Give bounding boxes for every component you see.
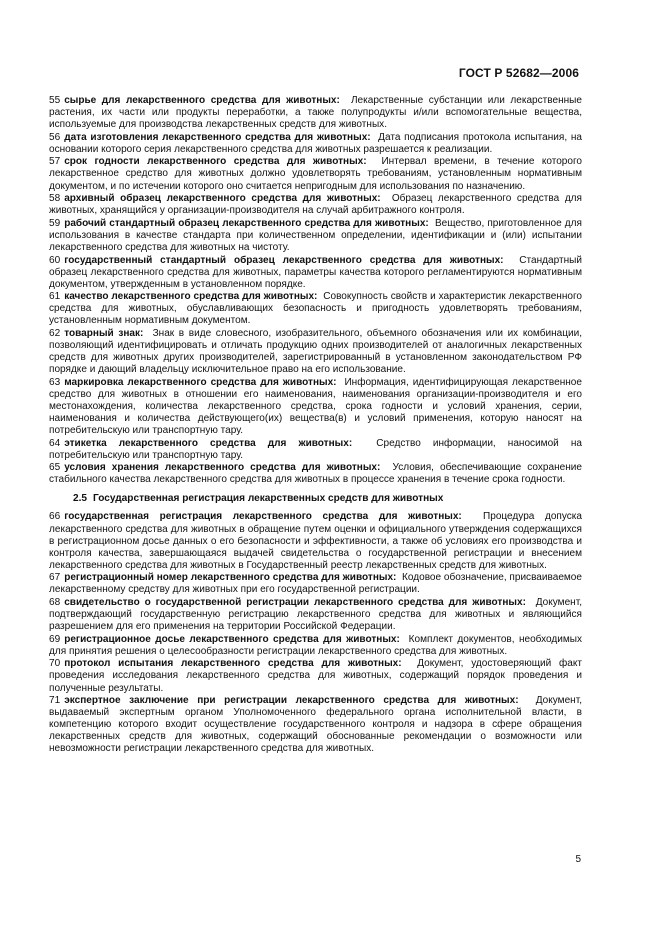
definition-entry bbox=[49, 438, 582, 462]
entry-number: 63 bbox=[49, 376, 61, 388]
entry-number: 67 bbox=[49, 572, 61, 584]
entry-number: 69 bbox=[49, 633, 61, 645]
entry-definition: Образец лекарственного средства для животных, хранящийся у организации-производителя на случай арбитражного контроля. bbox=[49, 193, 582, 217]
entry-term: экспертное заключение при регистрации лекарственного средства для животных: bbox=[64, 695, 519, 707]
definition-entry bbox=[49, 462, 582, 486]
entry-number: 64 bbox=[49, 437, 61, 449]
entry-term: свидетельство о государственной регистрации лекарственного средства для животных: bbox=[64, 597, 526, 608]
definitions-list-part-1 bbox=[49, 95, 582, 486]
definition-entry bbox=[49, 291, 582, 327]
definition-entry bbox=[49, 572, 582, 596]
entry-definition: Лекарственные субстанции или лекарственные растения, их части или продукты переработки, а также полупродукты и/или вспомогательные вещества, используемые для производства лекарственных средств для животных. bbox=[49, 95, 582, 131]
definition-entry bbox=[49, 511, 582, 571]
entry-definition: Дата подписания протокола испытания, на основании которого серия лекарственного средства для животных разрешается к реализации. bbox=[49, 131, 583, 155]
entry-number: 66 bbox=[49, 511, 61, 523]
entry-definition: Комплект документов, необходимых для принятия решения о целесообразности регистрации лекарственного средства для животных. bbox=[49, 633, 582, 657]
definition-entry bbox=[49, 695, 582, 755]
definition-entry bbox=[49, 132, 582, 156]
entry-term: качество лекарственного средства для животных: bbox=[64, 291, 318, 303]
definition-entry bbox=[49, 634, 582, 658]
entry-definition: Вещество, приготовленное для использования в качестве стандарта при количественном определении, идентификации и (или) испытании лекарственного средства для животных на чистоту. bbox=[49, 217, 582, 253]
entry-term: архивный образец лекарственного средства для животных: bbox=[64, 193, 381, 205]
entry-definition: Документ, выдаваемый экспертным органом Уполномоченного федерального органа исполнительной власти, в компетенцию которого входит осуществление государственного контроля и надзора в сфере обращения лекарственных средств для животных, содержащий обоснованные рекомендации о возможности или невозможности регистрации лекарственного средства для животных. bbox=[49, 695, 582, 755]
entry-number: 68 bbox=[49, 597, 61, 608]
entry-term: маркировка лекарственного средства для животных: bbox=[64, 376, 337, 388]
entry-definition: Стандартный образец лекарственного средства для животных, параметры качества которого регламентируются нормативным документом, утвержденным в установленном порядке. bbox=[49, 254, 582, 290]
definition-entry bbox=[49, 218, 582, 254]
entry-definition: Условия, обеспечивающие сохранение стабильного качества лекарственного средства для животных в процессе хранения в течение срока годности. bbox=[49, 462, 582, 486]
entry-term: сырье для лекарственного средства для животных: bbox=[64, 95, 340, 106]
entry-number: 70 bbox=[49, 658, 61, 670]
definition-entry bbox=[49, 597, 582, 633]
entry-term: государственный стандартный образец лекарственного средства для животных: bbox=[64, 254, 504, 266]
entry-term: регистрационное досье лекарственного средства для животных: bbox=[64, 633, 400, 645]
entry-term: рабочий стандартный образец лекарственного средства для животных: bbox=[64, 217, 429, 229]
entry-term: условия хранения лекарственного средства для животных: bbox=[64, 462, 381, 474]
entry-number: 59 bbox=[49, 217, 61, 229]
definition-entry bbox=[49, 328, 582, 376]
entry-term: протокол испытания лекарственного средства для животных: bbox=[64, 658, 402, 670]
section-title-text: Государственная регистрация лекарственных средств для животных bbox=[93, 493, 444, 505]
entry-definition: Документ, подтверждающий государственную регистрацию лекарственного средства для животных и являющийся разрешением для его применения на территории Российской Федерации. bbox=[49, 597, 582, 633]
entry-term: государственная регистрация лекарственного средства для животных: bbox=[64, 511, 462, 523]
entry-number: 58 bbox=[49, 193, 61, 205]
definition-entry bbox=[49, 377, 582, 437]
definition-entry bbox=[49, 156, 582, 192]
entry-definition: Информация, идентифицирующая лекарственное средство для животных в отношении его наименования, наименования организации-производителя и его местонахождения, количества лекарственного средства, срока годности и условий хранения, серии, наименования и количества действующего(их) вещества(в) и условий применения, которую наносят на потребительскую или транспортную тару. bbox=[49, 376, 582, 437]
entry-definition: Документ, удостоверяющий факт проведения исследования лекарственного средства для животных, содержащий порядок проведения и полученные результаты. bbox=[49, 658, 582, 694]
standard-code-header: ГОСТ Р 52682—2006 bbox=[458, 66, 579, 80]
entry-definition: Знак в виде словесного, изобразительного, объемного обозначения или их комбинации, позволяющий идентифицировать и отличать продукцию одних производителей от аналогичных лекарственных средств для животных других производителей, зарегистрированный в установленном законодательством РФ порядке и дающий владельцу исключительное право на его использование. bbox=[49, 328, 582, 376]
entry-definition: Интервал времени, в течение которого лекарственное средство для животных должно удовлетворять требованиям, установленным нормативным документом, и по истечении которого оно считается непригодным для использования по назначению. bbox=[49, 156, 582, 192]
entry-term: товарный знак: bbox=[64, 328, 144, 340]
entry-term: дата изготовления лекарственного средства для животных: bbox=[64, 131, 371, 143]
definition-entry bbox=[49, 95, 582, 131]
definitions-list-part-2 bbox=[49, 511, 582, 755]
section-number: 2.5 bbox=[73, 493, 88, 505]
entry-term: регистрационный номер лекарственного средства для животных: bbox=[64, 572, 397, 584]
entry-definition: Совокупность свойств и характеристик лекарственного средства для животных, обуславливающих безопасность и пригодность удовлетворять требованиям, установленным нормативным документом. bbox=[49, 291, 582, 327]
entry-definition: Средство информации, наносимой на потребительскую или транспортную тару. bbox=[49, 437, 582, 461]
entry-number: 57 bbox=[49, 156, 61, 168]
entry-number: 61 bbox=[49, 291, 61, 303]
entry-term: этикетка лекарственного средства для животных: bbox=[64, 437, 353, 449]
entry-number: 62 bbox=[49, 328, 61, 340]
entry-number: 56 bbox=[49, 131, 61, 143]
entry-term: срок годности лекарственного средства для животных: bbox=[64, 156, 367, 168]
page-number: 5 bbox=[575, 854, 581, 865]
entry-number: 71 bbox=[49, 695, 61, 707]
entry-number: 65 bbox=[49, 462, 61, 474]
section-heading bbox=[73, 493, 582, 505]
entry-number: 60 bbox=[49, 254, 61, 266]
entry-number: 55 bbox=[49, 95, 61, 106]
definition-entry bbox=[49, 658, 582, 694]
entry-definition: Кодовое обозначение, присваиваемое лекарственному средству для животных при его государственной регистрации. bbox=[49, 572, 582, 596]
definition-entry bbox=[49, 193, 582, 217]
document-body bbox=[49, 95, 582, 756]
entry-definition: Процедура допуска лекарственного средства для животных в обращение путем оценки и официального утверждения содержащихся в регистрационном досье данных о его безопасности и эффективности, а также об условиях его производства и контроля качества, завершающаяся выдачей свидетельства о государственной регистрации и внесением лекарственного средства для животных в Государственный реестр лекарственных средств для животных. bbox=[49, 511, 582, 571]
definition-entry bbox=[49, 255, 582, 291]
